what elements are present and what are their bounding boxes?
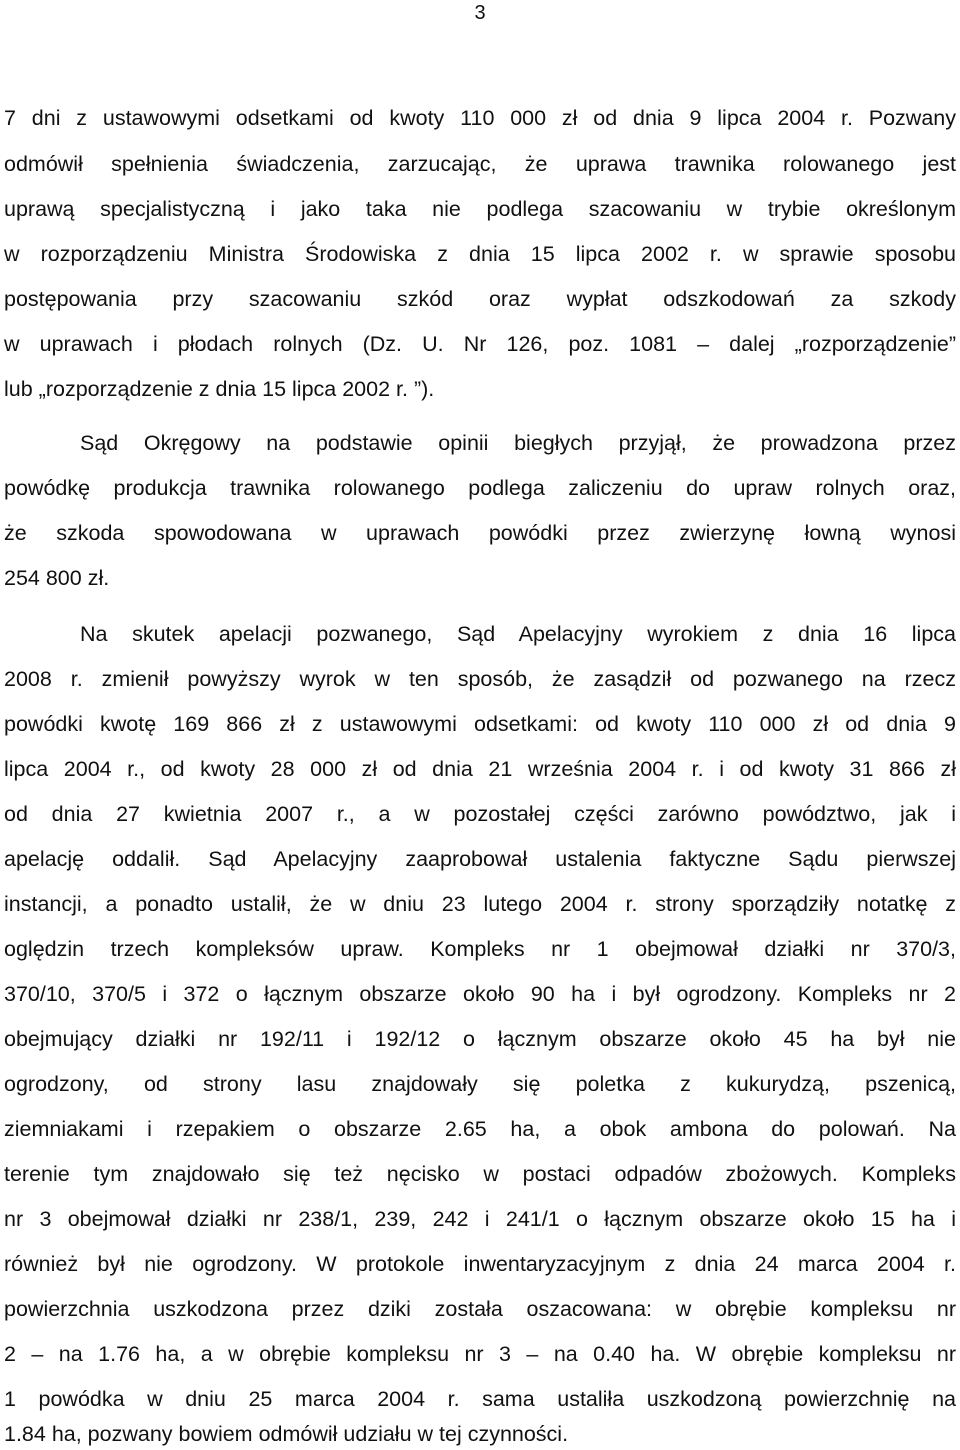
text-line: ziemniakami i rzepakiem o obszarze 2.65 ha, a obok ambona do polowań. Na [4, 1117, 956, 1141]
text-line: od dnia 27 kwietnia 2007 r., a w pozostałej części zarówno powództwo, jak i [4, 802, 956, 826]
text-line: powódki kwotę 169 866 zł z ustawowymi odsetkami: od kwoty 110 000 zł od dnia 9 [4, 712, 956, 736]
text-line: instancji, a ponadto ustalił, że w dniu 23 lutego 2004 r. strony sporządziły notatkę z [4, 892, 956, 916]
text-line: 2 – na 1.76 ha, a w obrębie kompleksu nr 3 – na 0.40 ha. W obrębie kompleksu nr [4, 1342, 956, 1366]
text-line: powódkę produkcja trawnika rolowanego podlega zaliczeniu do upraw rolnych oraz, [4, 476, 956, 500]
text-line: powierzchnia uszkodzona przez dziki została oszacowana: w obrębie kompleksu nr [4, 1297, 956, 1321]
page-number: 3 [474, 2, 486, 24]
text-line: odmówił spełnienia świadczenia, zarzucając, że uprawa trawnika rolowanego jest [4, 152, 956, 176]
text-line: 370/10, 370/5 i 372 o łącznym obszarze około 90 ha i był ogrodzony. Kompleks nr 2 [4, 982, 956, 1006]
text-line: ogrodzony, od strony lasu znajdowały się poletka z kukurydzą, pszenicą, [4, 1072, 956, 1096]
text-line: apelację oddalił. Sąd Apelacyjny zaaprobował ustalenia faktyczne Sądu pierwszej [4, 847, 956, 871]
text-line: również był nie ogrodzony. W protokole inwentaryzacyjnym z dnia 24 marca 2004 r. [4, 1252, 956, 1276]
text-line: że szkoda spowodowana w uprawach powódki przez zwierzynę łowną wynosi [4, 521, 956, 545]
text-line: 2008 r. zmienił powyższy wyrok w ten sposób, że zasądził od pozwanego na rzecz [4, 667, 956, 691]
text-line: obejmujący działki nr 192/11 i 192/12 o łącznym obszarze około 45 ha był nie [4, 1027, 956, 1051]
text-line: uprawą specjalistyczną i jako taka nie podlega szacowaniu w trybie określonym [4, 197, 956, 221]
text-line: nr 3 obejmował działki nr 238/1, 239, 242 i 241/1 o łącznym obszarze około 15 ha i [4, 1207, 956, 1231]
text-line: 7 dni z ustawowymi odsetkami od kwoty 110 000 zł od dnia 9 lipca 2004 r. Pozwany [4, 106, 956, 130]
text-line: Na skutek apelacji pozwanego, Sąd Apelacyjny wyrokiem z dnia 16 lipca [80, 622, 956, 646]
text-line: 1 powódka w dniu 25 marca 2004 r. sama ustaliła uszkodzoną powierzchnię na [4, 1387, 956, 1411]
text-line: oględzin trzech kompleksów upraw. Kompleks nr 1 obejmował działki nr 370/3, [4, 937, 956, 961]
text-line: 1.84 ha, pozwany bowiem odmówił udziału w tej czynności. [4, 1422, 569, 1446]
text-line: w uprawach i płodach rolnych (Dz. U. Nr 126, poz. 1081 – dalej „rozporządzenie” [4, 332, 956, 356]
text-line: 254 800 zł. [4, 566, 110, 590]
text-line: w rozporządzeniu Ministra Środowiska z dnia 15 lipca 2002 r. w sprawie sposobu [4, 242, 956, 266]
text-line: postępowania przy szacowaniu szkód oraz wypłat odszkodowań za szkody [4, 287, 956, 311]
text-line: lipca 2004 r., od kwoty 28 000 zł od dnia 21 września 2004 r. i od kwoty 31 866 zł [4, 757, 956, 781]
text-line: Sąd Okręgowy na podstawie opinii biegłych przyjął, że prowadzona przez [80, 431, 956, 455]
text-line: lub „rozporządzenie z dnia 15 lipca 2002 r. ”). [4, 377, 435, 401]
text-line: terenie tym znajdowało się też nęcisko w postaci odpadów zbożowych. Kompleks [4, 1162, 956, 1186]
